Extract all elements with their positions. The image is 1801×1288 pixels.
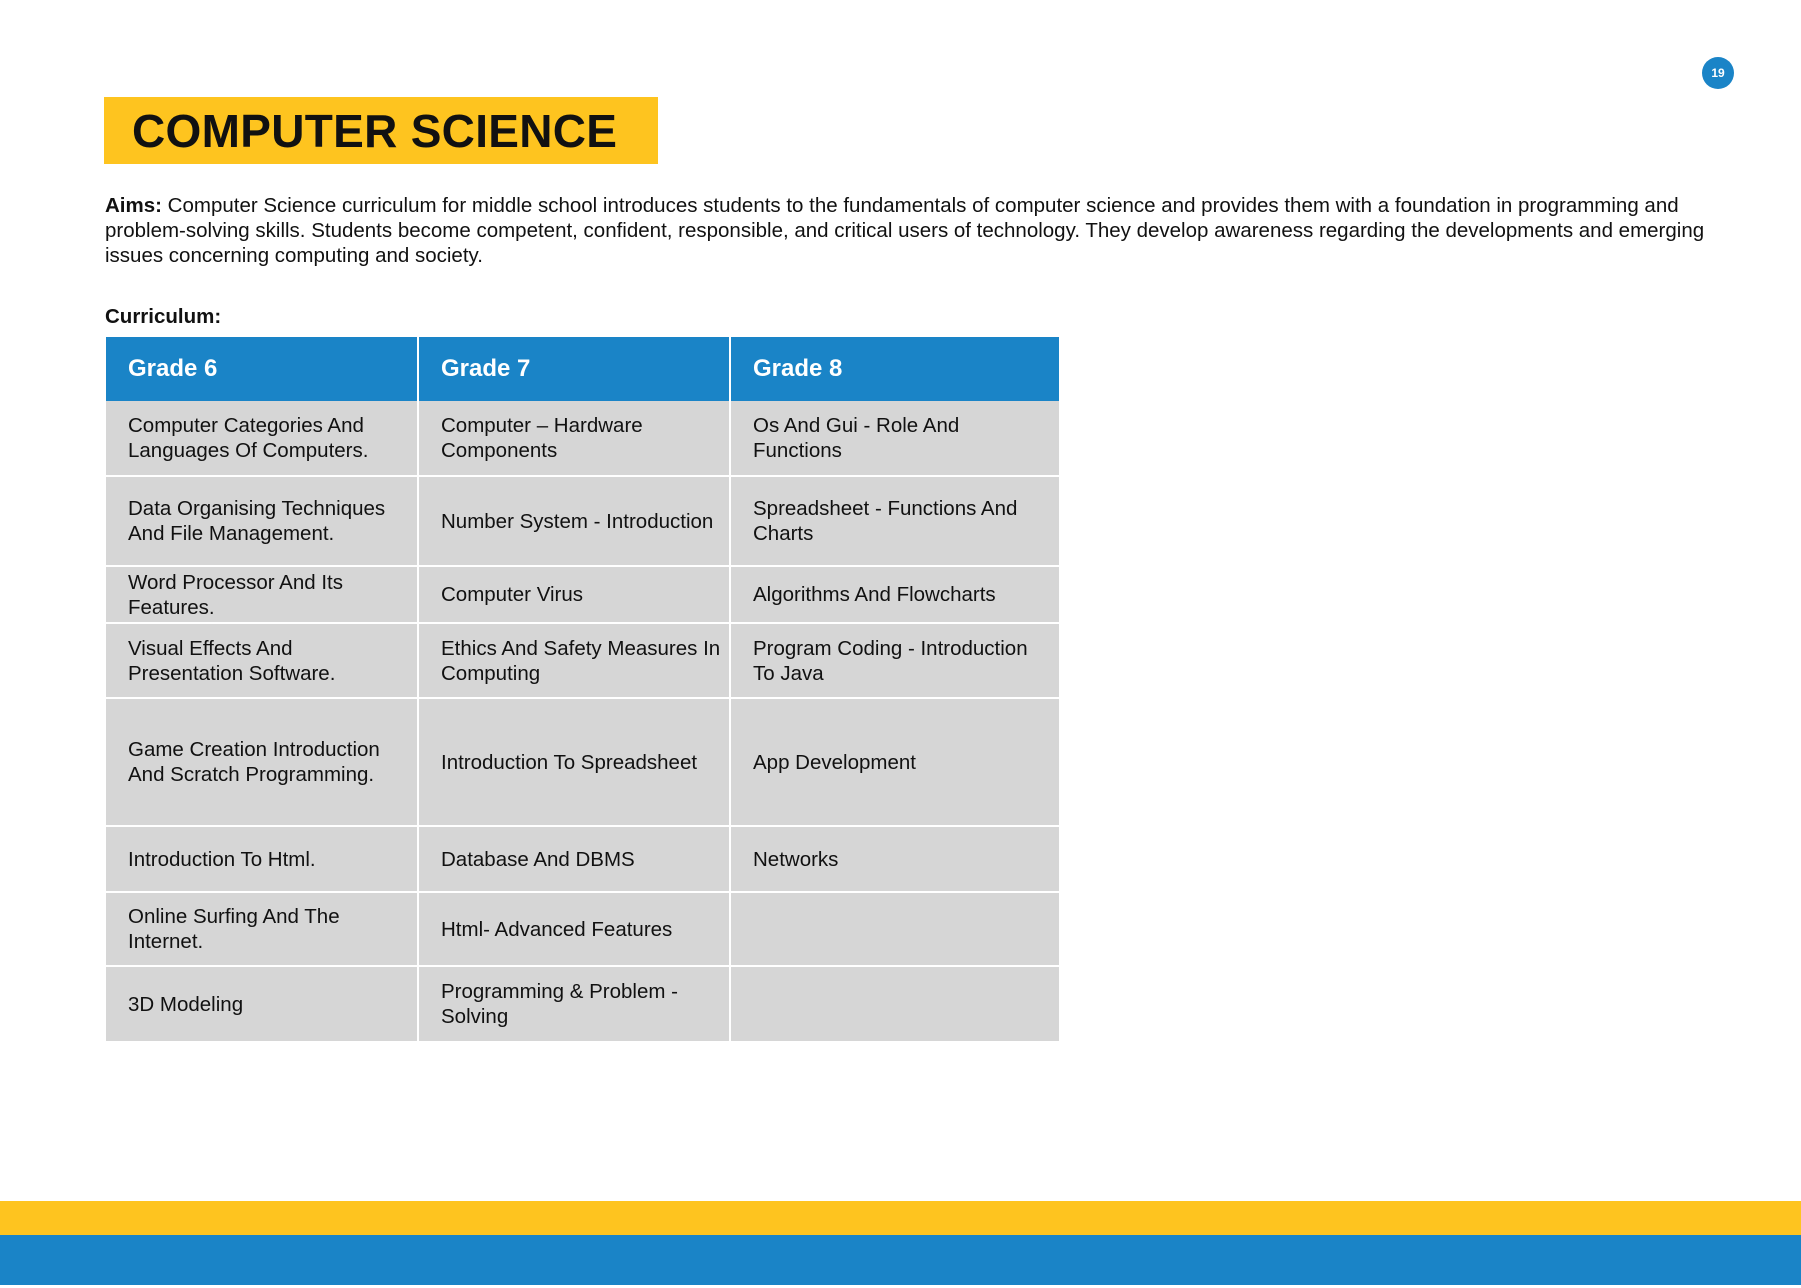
curriculum-table	[106, 337, 1059, 1043]
table-cell: Data Organising Techniques And File Management.	[106, 476, 418, 566]
table-row	[106, 892, 1059, 966]
footer-band-yellow	[0, 1201, 1801, 1235]
aims-label: Aims:	[105, 194, 162, 217]
aims-paragraph	[105, 193, 1705, 268]
table-cell: Computer Virus	[418, 566, 730, 623]
table-cell: Number System - Introduction	[418, 476, 730, 566]
table-cell: 3D Modeling	[106, 966, 418, 1042]
table-cell: Computer Categories And Languages Of Computers.	[106, 401, 418, 476]
table-cell: Word Processor And Its Features.	[106, 566, 418, 623]
table-cell-empty	[730, 966, 1059, 1042]
page-title: COMPUTER SCIENCE	[132, 105, 618, 157]
table-cell: Online Surfing And The Internet.	[106, 892, 418, 966]
table-header-row	[106, 337, 1059, 401]
table-row	[106, 401, 1059, 476]
table-row	[106, 566, 1059, 623]
table-cell: Programming & Problem - Solving	[418, 966, 730, 1042]
header-grade-6: Grade 6	[106, 337, 418, 401]
curriculum-table-wrapper	[106, 337, 1059, 1043]
footer-band-blue	[0, 1235, 1801, 1285]
curriculum-heading: Curriculum:	[105, 305, 222, 328]
table-cell: Os And Gui - Role And Functions	[730, 401, 1059, 476]
table-cell: Networks	[730, 826, 1059, 892]
title-banner	[104, 97, 658, 164]
table-cell: Computer – Hardware Components	[418, 401, 730, 476]
table-cell: App Development	[730, 698, 1059, 826]
table-cell: Game Creation Introduction And Scratch Programming.	[106, 698, 418, 826]
header-grade-8: Grade 8	[730, 337, 1059, 401]
table-cell: Spreadsheet - Functions And Charts	[730, 476, 1059, 566]
table-cell: Program Coding - Introduction To Java	[730, 623, 1059, 698]
table-cell: Algorithms And Flowcharts	[730, 566, 1059, 623]
table-row	[106, 698, 1059, 826]
table-row	[106, 623, 1059, 698]
table-row	[106, 966, 1059, 1042]
table-cell: Introduction To Spreadsheet	[418, 698, 730, 826]
table-cell: Html- Advanced Features	[418, 892, 730, 966]
page-number-badge: 19	[1702, 57, 1734, 89]
table-cell: Database And DBMS	[418, 826, 730, 892]
table-row	[106, 826, 1059, 892]
table-cell: Introduction To Html.	[106, 826, 418, 892]
table-cell: Visual Effects And Presentation Software.	[106, 623, 418, 698]
table-row	[106, 476, 1059, 566]
table-cell: Ethics And Safety Measures In Computing	[418, 623, 730, 698]
table-cell-empty	[730, 892, 1059, 966]
header-grade-7: Grade 7	[418, 337, 730, 401]
aims-text: Computer Science curriculum for middle school introduces students to the fundamentals of computer science and provides them with a foundation in programming and problem-solving skills. Students become competent, confident, responsible, and critical users of technology. They develop awareness regarding the developments and emerging issues concerning computing and society.	[105, 194, 1705, 267]
